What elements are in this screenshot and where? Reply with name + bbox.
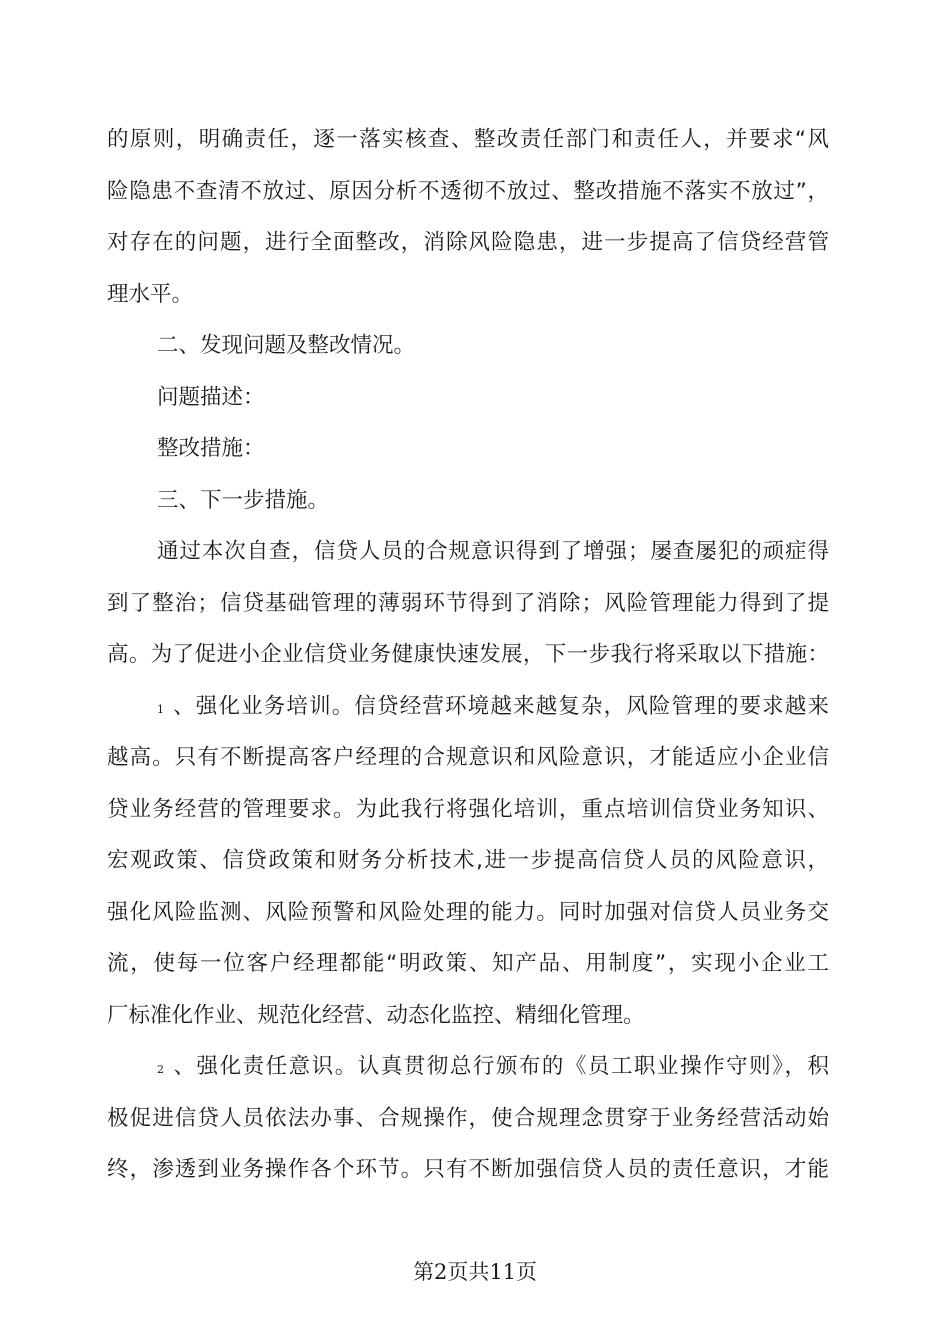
- paragraph-line: 厂标准化作业、规范化经营、动态化监控、精细化管理。: [107, 1002, 645, 1028]
- paragraph-line: 的原则，明确责任，逐一落实核查、整改责任部门和责任人，并要求“风: [107, 127, 829, 152]
- section-heading: 三、下一步措施。: [157, 487, 330, 513]
- list-item-number: 2: [157, 1063, 164, 1076]
- paragraph-line: 对存在的问题，进行全面整改，消除风险隐患，进一步提高了信贷经营管: [107, 230, 829, 255]
- page-footer: [0, 1256, 950, 1286]
- list-item-text: 、强化业务培训。信贷经营环境越来越复杂，风险管理的要求越来: [172, 693, 829, 719]
- page-number-label: 第2页共11页: [412, 1260, 538, 1284]
- paragraph-line: 高。为了促进小企业信贷业务健康快速发展，下一步我行将采取以下措施：: [107, 642, 829, 667]
- paragraph-line: 通过本次自查，信贷人员的合规意识得到了增强；屡查屡犯的顽症得: [157, 539, 829, 564]
- paragraph-line: 越高。只有不断提高客户经理的合规意识和风险意识，才能适应小企业信: [107, 745, 829, 770]
- paragraph-line: 极促进信贷人员依法办事、合规操作，使合规理念贯穿于业务经营活动始: [107, 1105, 829, 1131]
- list-item-first-line: [107, 681, 829, 733]
- paragraph-line: 流，使每一位客户经理都能“明政策、知产品、用制度”，实现小企业工: [107, 951, 829, 976]
- paragraph-line: 强化风险监测、风险预警和风险处理的能力。同时加强对信贷人员业务交: [107, 899, 829, 925]
- paragraph-line: 贷业务经营的管理要求。为此我行将强化培训，重点培训信贷业务知识、: [107, 796, 829, 822]
- problem-description-label: 问题描述：: [157, 384, 265, 410]
- paragraph-line: 险隐患不查清不放过、原因分析不透彻不放过、整改措施不落实不放过”，: [107, 178, 829, 204]
- paragraph-line: 宏观政策、信贷政策和财务分析技术,进一步提高信贷人员的风险意识，: [107, 848, 829, 873]
- rectification-measures-label: 整改措施：: [157, 436, 265, 461]
- paragraph-line: 终，渗透到业务操作各个环节。只有不断加强信贷人员的责任意识，才能: [107, 1157, 829, 1182]
- paragraph-line: 到了整治；信贷基础管理的薄弱环节得到了消除；风险管理能力得到了提: [107, 590, 829, 616]
- section-heading: 二、发现问题及整改情况。: [157, 333, 416, 358]
- list-item-text: 、强化责任意识。认真贯彻总行颁布的《员工职业操作守则》，积: [172, 1054, 829, 1079]
- list-item-first-line: [107, 1041, 829, 1093]
- paragraph-line: 理水平。: [107, 281, 194, 307]
- document-body: [107, 114, 829, 1196]
- list-item-number: 1: [157, 702, 164, 716]
